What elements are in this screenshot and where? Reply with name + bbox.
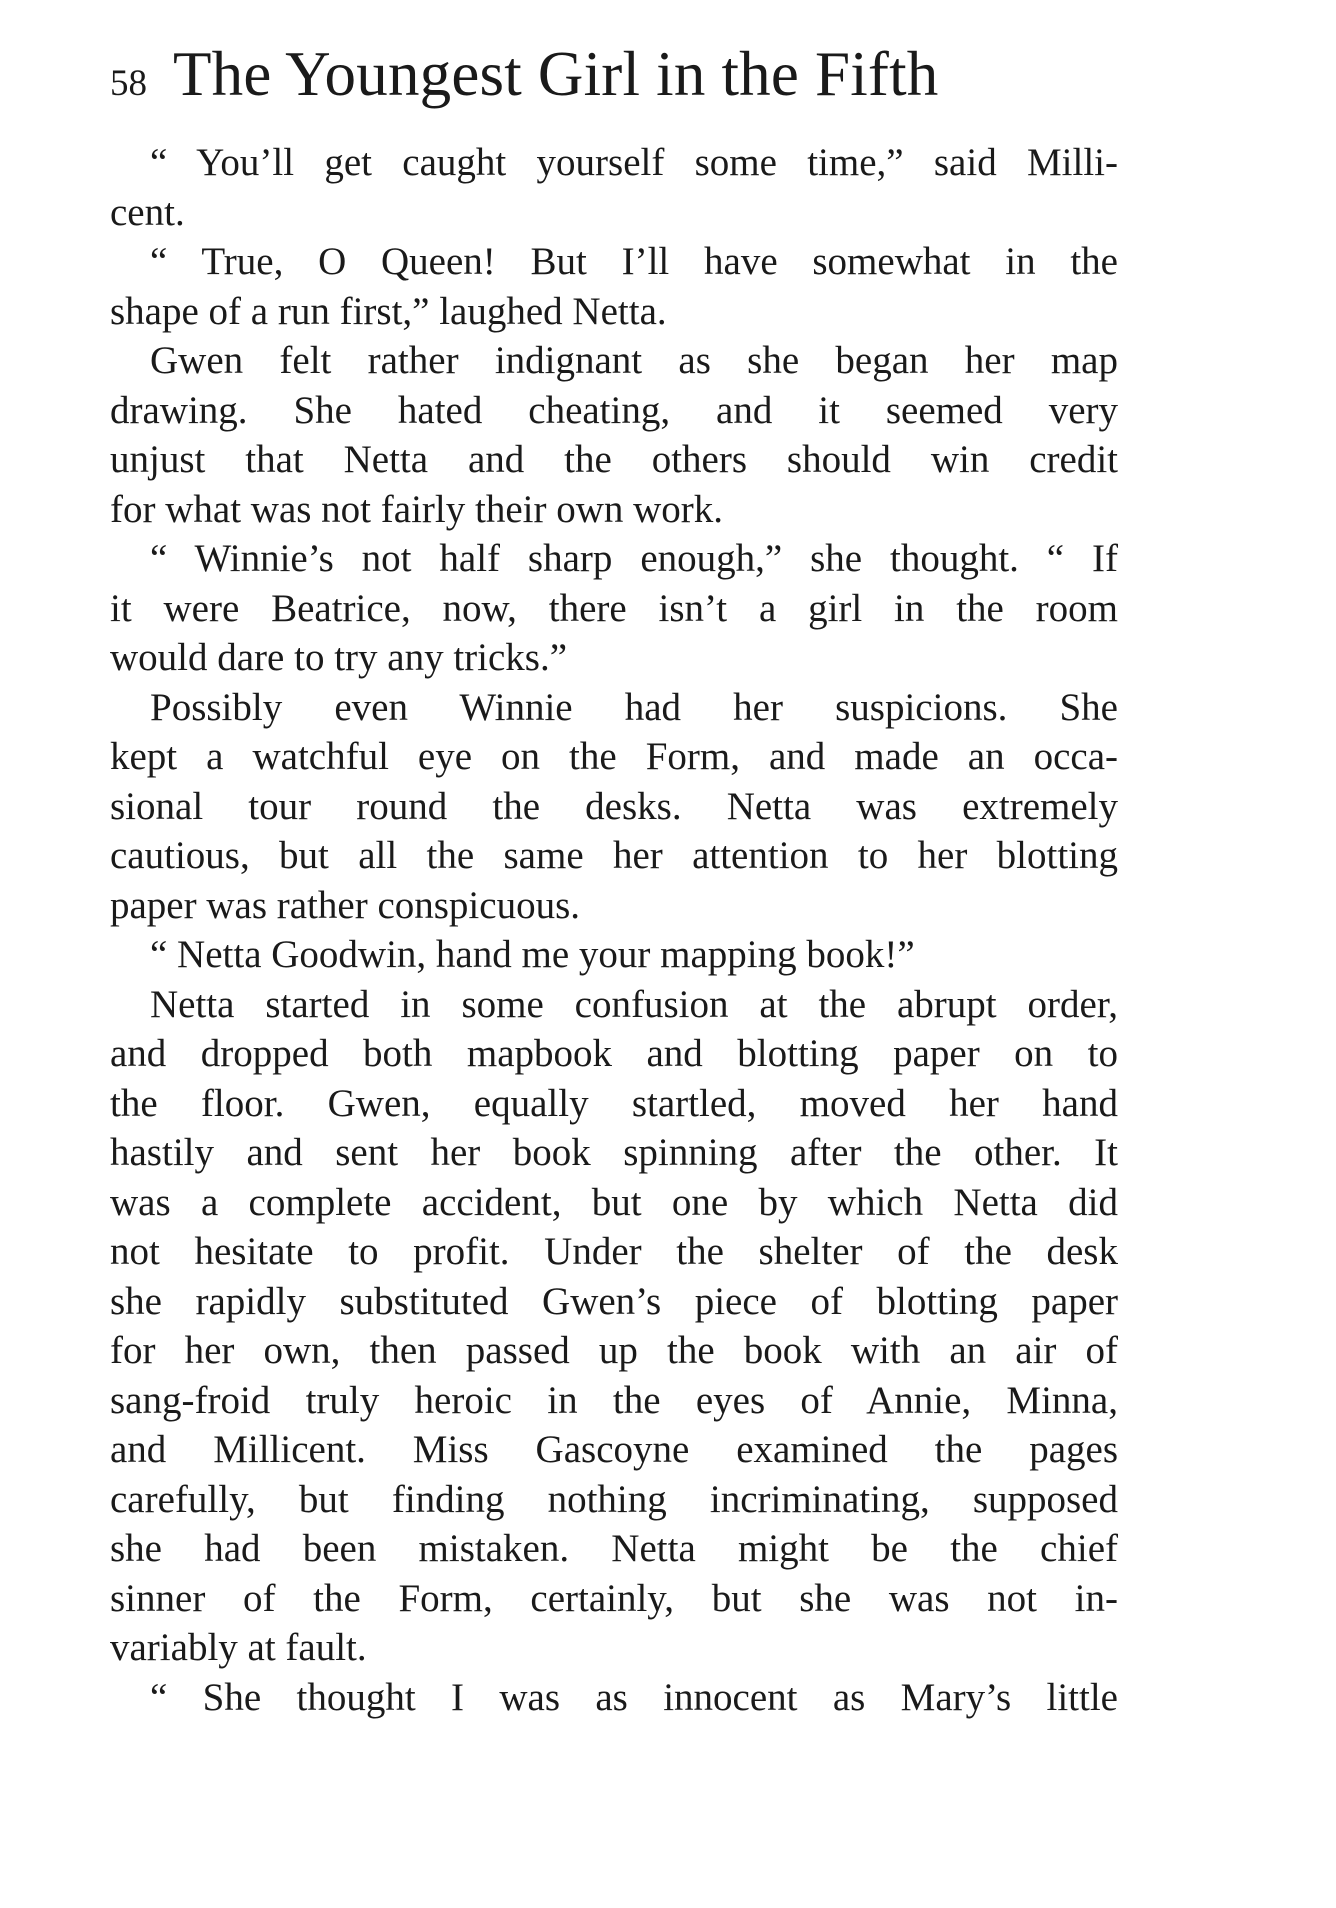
text-line: “ You’ll get caught yourself some time,” said Milli- <box>150 141 1118 184</box>
text-line: the floor. Gwen, equally startled, moved her hand <box>110 1081 1118 1125</box>
text-line: it were Beatrice, now, there isn’t a girl in the room <box>110 586 1118 630</box>
text-line: cent. <box>110 190 185 234</box>
text-line: “ Winnie’s not half sharp enough,” she thought. “ If <box>150 537 1118 580</box>
text-line: cautious, but all the same her attention to her blotting <box>110 834 1118 877</box>
text-line: sional tour round the desks. Netta was extremely <box>110 784 1118 828</box>
text-line: paper was rather conspicuous. <box>110 883 580 927</box>
text-line: sinner of the Form, certainly, but she was not in- <box>110 1576 1118 1620</box>
text-line: Netta started in some confusion at the abrupt order, <box>150 982 1118 1026</box>
text-line: drawing. She hated cheating, and it seemed very <box>110 388 1118 432</box>
page-number: 58 <box>110 63 147 104</box>
text-line: carefully, but finding nothing incriminating, supposed <box>110 1477 1118 1521</box>
text-line: kept a watchful eye on the Form, and made an occa- <box>110 735 1118 778</box>
text-line: was a complete accident, but one by which Netta did <box>110 1180 1118 1224</box>
text-line: for what was not fairly their own work. <box>110 487 724 531</box>
text-line: hastily and sent her book spinning after the other. It <box>110 1131 1118 1174</box>
text-line: Gwen felt rather indignant as she began her map <box>150 339 1118 382</box>
text-line: she had been mistaken. Netta might be the chief <box>110 1527 1118 1570</box>
text-line: unjust that Netta and the others should win credit <box>110 438 1118 481</box>
text-line: variably at fault. <box>110 1626 367 1669</box>
text-line: “ Netta Goodwin, hand me your mapping book!” <box>150 933 915 976</box>
text-line: “ She thought I was as innocent as Mary’s little <box>150 1675 1118 1719</box>
text-line: and Millicent. Miss Gascoyne examined the pages <box>110 1428 1118 1471</box>
text-line: would dare to try any tricks.” <box>110 636 568 679</box>
book-title: The Youngest Girl in the Fifth <box>173 39 939 109</box>
text-line: Possibly even Winnie had her suspicions. She <box>150 685 1118 729</box>
text-line: and dropped both mapbook and blotting paper on to <box>110 1032 1118 1075</box>
text-line: shape of a run first,” laughed Netta. <box>110 289 667 333</box>
running-head <box>110 38 1110 108</box>
text-line: sang-froid truly heroic in the eyes of Annie, Minna, <box>110 1378 1118 1422</box>
text-line: “ True, O Queen! But I’ll have somewhat in the <box>150 240 1118 283</box>
text-line: not hesitate to profit. Under the shelter of the desk <box>110 1230 1118 1273</box>
text-line: for her own, then passed up the book with an air of <box>110 1329 1118 1372</box>
text-line: she rapidly substituted Gwen’s piece of blotting paper <box>110 1279 1118 1323</box>
body-text <box>110 138 1118 1722</box>
